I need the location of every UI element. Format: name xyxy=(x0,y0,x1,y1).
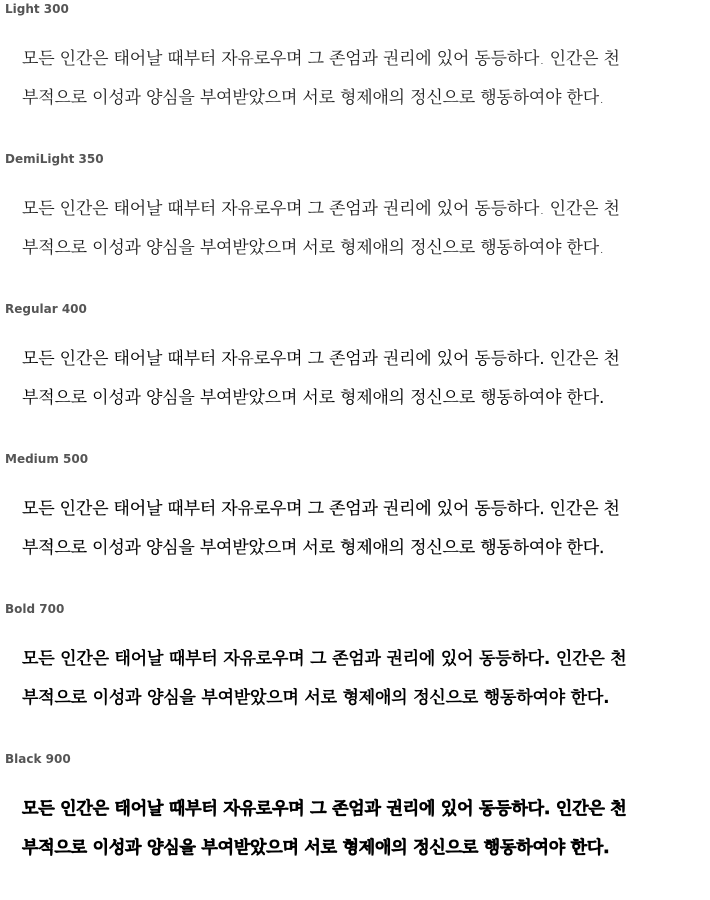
sample-line-1: 모든 인간은 태어날 때부터 자유로우며 그 존엄과 권리에 있어 동등하다. 인간은 천 xyxy=(22,649,627,669)
sample-line-1: 모든 인간은 태어날 때부터 자유로우며 그 존엄과 권리에 있어 동등하다. 인간은 천 xyxy=(22,199,620,219)
sample-line-1: 모든 인간은 태어날 때부터 자유로우며 그 존엄과 권리에 있어 동등하다. 인간은 천 xyxy=(22,49,620,69)
weight-label: Medium 500 xyxy=(5,452,89,466)
sample-line-2: 부적으로 이성과 양심을 부여받았으며 서로 형제애의 정신으로 행동하여야 한다. xyxy=(22,88,605,108)
weight-sample-light-300 xyxy=(0,0,710,150)
sample-line-1: 모든 인간은 태어날 때부터 자유로우며 그 존엄과 권리에 있어 동등하다. 인간은 천 xyxy=(22,349,620,369)
sample-line-2: 부적으로 이성과 양심을 부여받았으며 서로 형제애의 정신으로 행동하여야 한다. xyxy=(22,688,610,708)
weight-sample-medium-500 xyxy=(0,450,710,600)
sample-line-2: 부적으로 이성과 양심을 부여받았으며 서로 형제애의 정신으로 행동하여야 한다. xyxy=(22,538,605,558)
weight-label: DemiLight 350 xyxy=(5,152,104,166)
sample-line-2: 부적으로 이성과 양심을 부여받았으며 서로 형제애의 정신으로 행동하여야 한다. xyxy=(22,838,610,858)
sample-line-1: 모든 인간은 태어날 때부터 자유로우며 그 존엄과 권리에 있어 동등하다. 인간은 천 xyxy=(22,499,620,519)
sample-line-1: 모든 인간은 태어날 때부터 자유로우며 그 존엄과 권리에 있어 동등하다. 인간은 천 xyxy=(22,799,627,819)
weight-label: Light 300 xyxy=(5,2,69,16)
weight-label: Regular 400 xyxy=(5,302,87,316)
weight-sample-regular-400 xyxy=(0,300,710,450)
weight-label: Bold 700 xyxy=(5,602,65,616)
sample-line-2: 부적으로 이성과 양심을 부여받았으며 서로 형제애의 정신으로 행동하여야 한다. xyxy=(22,388,605,408)
sample-paragraph xyxy=(22,40,706,118)
sample-paragraph xyxy=(22,640,706,718)
sample-paragraph xyxy=(22,340,706,418)
sample-paragraph xyxy=(22,490,706,568)
sample-paragraph xyxy=(22,790,706,868)
sample-line-2: 부적으로 이성과 양심을 부여받았으며 서로 형제애의 정신으로 행동하여야 한다. xyxy=(22,238,605,258)
weight-sample-demilight-350 xyxy=(0,150,710,300)
weight-label: Black 900 xyxy=(5,752,71,766)
sample-paragraph xyxy=(22,190,706,268)
weight-sample-bold-700 xyxy=(0,600,710,750)
